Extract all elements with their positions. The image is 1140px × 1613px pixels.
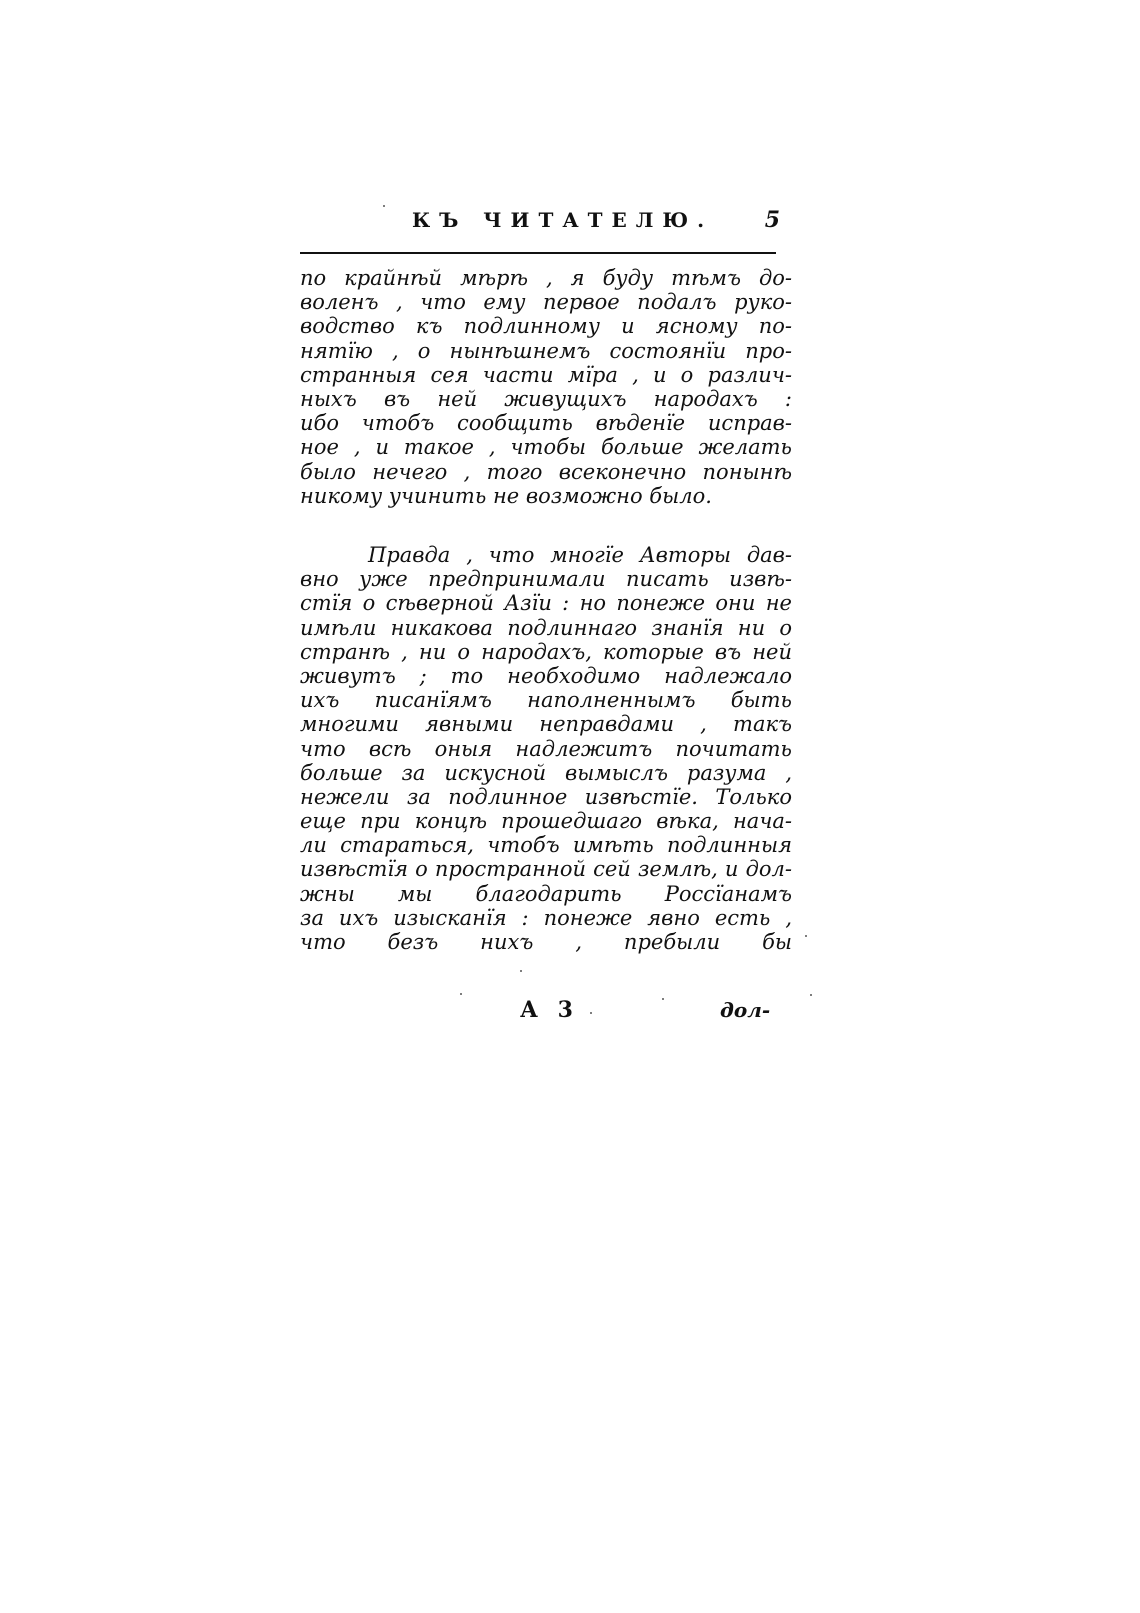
- text-line: нежели за подлинное извѣстїе. Только: [300, 784, 792, 809]
- text-line: ибо чтобъ сообщить вѣденїе исправ-: [300, 411, 792, 436]
- text-line: воленъ , что ему первое подалъ руко-: [300, 290, 792, 315]
- scan-speck: [460, 993, 462, 995]
- text-line: было нечего , того всеконечно понынѣ: [300, 459, 792, 484]
- scan-speck: [383, 205, 385, 207]
- text-line: Правда , что многїе Авторы дав-: [368, 543, 792, 567]
- text-line: извѣстїя о пространной сей землѣ, и дол-: [300, 857, 792, 882]
- running-head: [300, 205, 780, 241]
- paragraph-1: [300, 266, 792, 508]
- scan-speck: [520, 970, 522, 972]
- catchword: дол-: [720, 998, 771, 1022]
- text-line: ихъ писанїямъ наполненнымъ быть: [300, 688, 792, 713]
- text-line: жны мы благодарить Россїанамъ: [300, 881, 792, 906]
- header-rule: [300, 252, 776, 254]
- text-line: живутъ ; то необходимо надлежало: [300, 663, 792, 688]
- text-line: вно уже предпринимали писать извѣ-: [300, 567, 792, 592]
- text-line: по крайнѣй мѣрѣ , я буду тѣмъ до-: [300, 266, 792, 290]
- text-line: что всѣ оныя надлежитъ почитать: [300, 736, 792, 761]
- text-line: никому учинить не возможно было.: [300, 483, 712, 508]
- scan-speck: [662, 998, 664, 1000]
- scan-speck: [805, 935, 807, 937]
- signature-mark: А 3: [520, 997, 579, 1023]
- text-line: больше за искусной вымыслъ разума ,: [300, 760, 792, 785]
- running-title: КЪ ЧИТАТЕЛЮ.: [412, 208, 714, 232]
- text-line: странныя сея части мїра , и о различ-: [300, 362, 792, 387]
- scan-speck: [810, 994, 812, 996]
- scan-speck: [590, 1012, 592, 1014]
- text-line: имѣли никакова подлиннаго знанїя ни о: [300, 615, 792, 640]
- text-line: еще при концѣ прошедшаго вѣка, нача-: [300, 809, 792, 834]
- text-line: водство къ подлинному и ясному по-: [300, 314, 792, 339]
- text-line: нятїю , о нынѣшнемъ состоянїи про-: [300, 338, 792, 363]
- text-line: ное , и такое , чтобы больше желать: [300, 435, 792, 460]
- text-line: странѣ , ни о народахъ, которые въ ней: [300, 639, 792, 664]
- text-line: многими явными неправдами , такъ: [300, 712, 792, 737]
- text-line: что безъ нихъ , пребыли бы: [300, 930, 792, 954]
- text-line: стїя о сѣверной Азїи : но понеже они не: [300, 591, 792, 616]
- paragraph-2: [300, 543, 792, 954]
- page-number: 5: [764, 207, 780, 233]
- text-line: ныхъ въ ней живущихъ народахъ :: [300, 386, 792, 411]
- text-line: ли стараться, чтобъ имѣть подлинныя: [300, 833, 792, 858]
- text-line: за ихъ изысканїя : понеже явно есть ,: [300, 905, 792, 930]
